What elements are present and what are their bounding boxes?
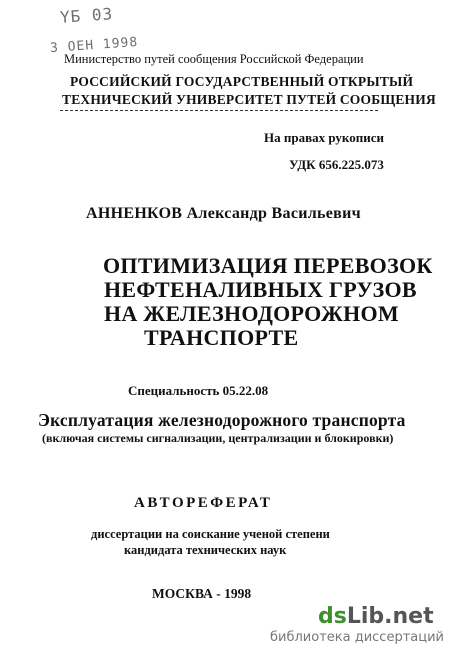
specialty-code: Специальность 05.22.08	[128, 383, 269, 398]
header-divider	[60, 110, 378, 111]
manuscript-rights: На правах рукописи	[264, 130, 384, 145]
ministry-name: Министерство путей сообщения Российской Федерации	[64, 52, 364, 66]
udk-code: УДК 656.225.073	[289, 157, 384, 172]
title-line-1: ОПТИМИЗАЦИЯ ПЕРЕВОЗОК	[103, 253, 433, 278]
purpose-line-2: кандидата технических наук	[124, 543, 287, 557]
purpose-line-1: диссертации на соискание ученой степени	[91, 527, 330, 541]
watermark-logo	[318, 604, 434, 629]
title-line-3: НА ЖЕЛЕЗНОДОРОЖНОМ	[104, 301, 399, 326]
specialty-direction-note: (включая системы сигнализации, централизации и блокировки)	[42, 431, 394, 445]
title-line-4: ТРАНСПОРТЕ	[144, 325, 299, 350]
watermark-tagline: библиотека диссертаций	[270, 630, 444, 645]
university-name-line-1: РОССИЙСКИЙ ГОСУДАРСТВЕННЫЙ ОТКРЫТЫЙ	[70, 74, 414, 89]
watermark-logo-text	[318, 604, 434, 629]
author-name: АННЕНКОВ Александр Васильевич	[86, 205, 361, 222]
watermark-logo-suffix: Lib.net	[346, 604, 434, 629]
library-stamp-top: ΥБ 03	[59, 4, 114, 27]
university-name-line-2: ТЕХНИЧЕСКИЙ УНИВЕРСИТЕТ ПУТЕЙ СООБЩЕНИЯ	[62, 92, 436, 107]
watermark-logo-prefix: ds	[318, 604, 347, 629]
specialty-direction: Эксплуатация железнодорожного транспорта	[38, 410, 406, 430]
title-line-2: НЕФТЕНАЛИВНЫХ ГРУЗОВ	[104, 277, 417, 302]
document-genre: АВТОРЕФЕРАТ	[134, 495, 273, 511]
city-year: МОСКВА - 1998	[152, 586, 252, 601]
library-stamp-date: 3 ОЕН 1998	[49, 34, 139, 57]
